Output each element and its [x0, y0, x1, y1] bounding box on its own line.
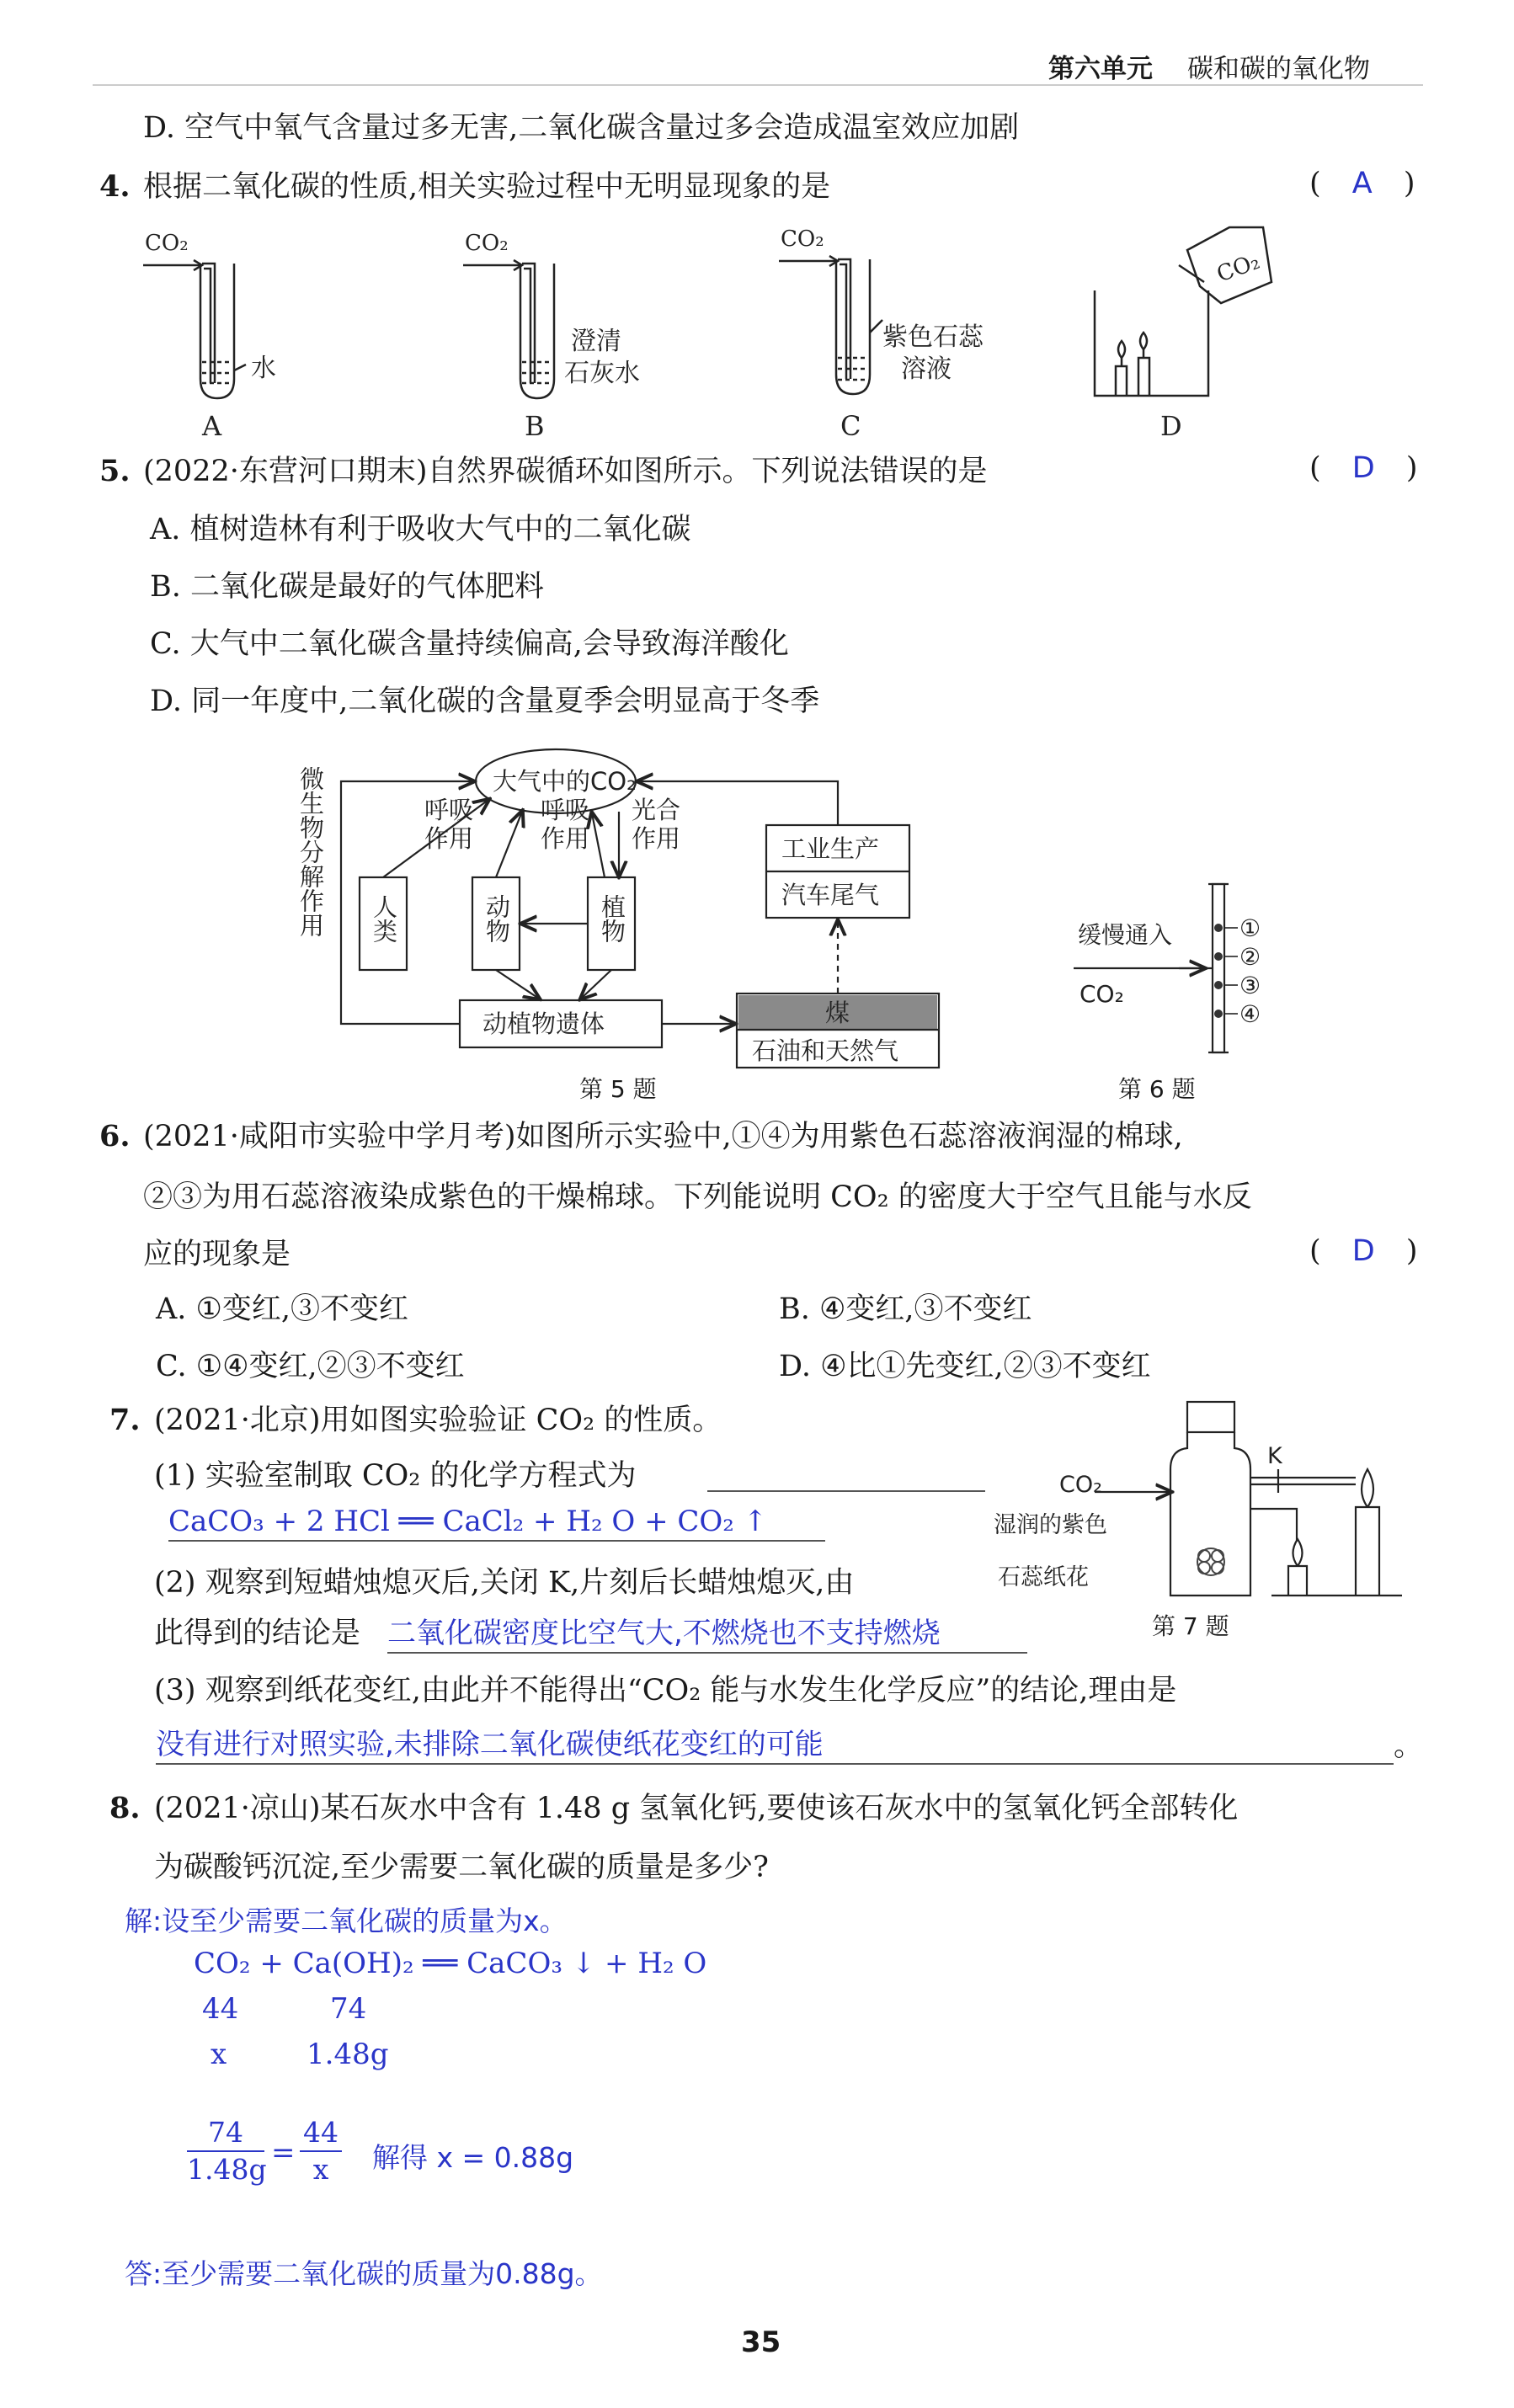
q4-answer: A	[1351, 167, 1373, 200]
cycle-resp1b: 作用	[424, 824, 474, 853]
q8-result: 解得 x = 0.88g	[372, 2141, 574, 2174]
q8-number: 8.	[109, 1791, 141, 1825]
q6-option-c: C. ①④变红,②③不变红	[156, 1350, 465, 1383]
q6-line2: ②③为用石蕊溶液染成紫色的干燥棉球。下列能说明 CO₂ 的密度大于空气且能与水反	[143, 1180, 1252, 1214]
q8-fraction2	[300, 2115, 342, 2187]
q6-paren	[1309, 1233, 1418, 1270]
q7-part3: (3) 观察到纸花变红,由此并不能得出“CO₂ 能与水发生化学反应”的结论,理由是	[154, 1674, 1177, 1707]
q7-period: 。	[1394, 1729, 1424, 1763]
q8-frac1-den: 1.48g	[187, 2153, 267, 2186]
fig6-ball-2: ②	[1239, 943, 1261, 971]
q7-part1-blank	[707, 1490, 985, 1492]
cycle-human: 人类	[370, 894, 398, 943]
q4-figB-liquid2: 石灰水	[564, 359, 640, 388]
fig7-gas: CO₂	[1059, 1472, 1102, 1498]
fig7-caption: 第 7 题	[1152, 1612, 1229, 1640]
q4-figC-liquid2: 溶液	[901, 354, 952, 384]
q7-part2a: (2) 观察到短蜡烛熄灭后,关闭 K,片刻后长蜡烛熄灭,由	[154, 1566, 855, 1600]
fig7-flower2: 石蕊纸花	[998, 1564, 1089, 1590]
q7-number: 7.	[109, 1403, 141, 1437]
q6-number: 6.	[99, 1119, 131, 1153]
q6-answer: D	[1351, 1234, 1375, 1268]
q6-option-d: D. ④比①先变红,②③不变红	[779, 1350, 1151, 1383]
q6-option-b: B. ④变红,③不变红	[779, 1292, 1032, 1326]
q4-number: 4.	[99, 169, 131, 204]
q4-figB-gas: CO₂	[465, 231, 509, 256]
fig5-caption: 第 5 题	[579, 1075, 657, 1103]
q4-paren-open: (	[1309, 167, 1321, 200]
q5-paren	[1309, 450, 1418, 487]
cycle-microbe: 微生物分解作用	[296, 766, 325, 937]
cycle-coal: 煤	[825, 999, 850, 1027]
carbon-cycle-diagram	[295, 741, 960, 1078]
q5-option-d: D. 同一年度中,二氧化碳的含量夏季会明显高于冬季	[150, 685, 820, 718]
fig6-ball-3: ③	[1239, 972, 1261, 999]
q8-line2: 为碳酸钙沉淀,至少需要二氧化碳的质量是多少?	[154, 1851, 769, 1884]
q4-paren	[1309, 165, 1415, 202]
q6-line3: 应的现象是	[143, 1238, 291, 1271]
q4-figB-label: B	[525, 410, 545, 442]
cycle-industry: 工业生产	[781, 834, 880, 863]
q8-frac1-num: 74	[187, 2115, 264, 2152]
cycle-plant: 植物	[598, 894, 626, 943]
header-topic: 碳和碳的氧化物	[1187, 54, 1370, 84]
cycle-oilgas: 石油和天然气	[752, 1036, 899, 1065]
q5-option-c: C. 大气中二氧化碳含量持续偏高,会导致海洋酸化	[150, 627, 789, 661]
q8-frac2-num: 44	[300, 2115, 342, 2152]
q8-answer: 答:至少需要二氧化碳的质量为0.88g。	[125, 2257, 603, 2290]
q8-solution-intro: 解:设至少需要二氧化碳的质量为x。	[125, 1905, 568, 1937]
q4-stem: 根据二氧化碳的性质,相关实验过程中无明显现象的是	[143, 170, 831, 204]
cycle-cars: 汽车尾气	[781, 881, 880, 909]
cycle-atmosphere: 大气中的CO₂	[493, 767, 637, 796]
q5-number: 5.	[99, 454, 131, 488]
q4-figA-liquid: 水	[251, 354, 276, 383]
q6-line1: (2021·咸阳市实验中学月考)如图所示实验中,①④为用紫色石蕊溶液润湿的棉球,	[143, 1120, 1183, 1153]
header-rule	[93, 84, 1423, 86]
q7-stem: (2021·北京)用如图实验验证 CO₂ 的性质。	[154, 1404, 722, 1437]
q5-option-b: B. 二氧化碳是最好的气体肥料	[150, 570, 544, 604]
cycle-resp2b: 作用	[541, 824, 590, 853]
fig7-diagram	[994, 1398, 1415, 1617]
cycle-photo-b: 作用	[632, 824, 681, 853]
fig6-caption: 第 6 题	[1118, 1075, 1196, 1103]
q8-var2: 1.48g	[307, 2038, 389, 2071]
q6-paren-open: (	[1309, 1234, 1321, 1268]
q4-figB-liquid1: 澄清	[571, 327, 621, 356]
q5-stem: (2022·东营河口期末)自然界碳循环如图所示。下列说法错误的是	[143, 455, 988, 488]
q4-paren-close: )	[1403, 167, 1415, 200]
q7-part1: (1) 实验室制取 CO₂ 的化学方程式为	[154, 1459, 637, 1493]
q6-option-a: A. ①变红,③不变红	[156, 1292, 409, 1326]
q5-option-a: A. 植树造林有利于吸收大气中的二氧化碳	[150, 513, 691, 546]
q4-figC-gas: CO₂	[781, 226, 824, 252]
q4-figD-gas: CO₂	[1213, 248, 1264, 288]
cycle-resp1a: 呼吸	[424, 796, 474, 824]
q4-figC-label: C	[840, 410, 861, 442]
q4-figD-label: D	[1160, 410, 1182, 442]
fig6-text: 缓慢通入	[1078, 921, 1173, 949]
q4-figA-label: A	[202, 410, 222, 442]
q7-answer3: 没有进行对照实验,未排除二氧化碳使纸花变红的可能	[156, 1726, 1394, 1765]
q7-answer2: 二氧化碳密度比空气大,不燃烧也不支持燃烧	[387, 1615, 1027, 1654]
q8-equals: =	[271, 2136, 296, 2170]
page-number: 35	[741, 2325, 781, 2359]
q7-answer1: CaCO₃ + 2 HCl ══ CaCl₂ + H₂ O + CO₂ ↑	[168, 1503, 825, 1542]
q8-solution-equation: CO₂ + Ca(OH)₂ ══ CaCO₃ ↓ + H₂ O	[194, 1947, 707, 1980]
q5-answer: D	[1351, 451, 1375, 485]
q8-var1: x	[211, 2038, 227, 2071]
q5-paren-close: )	[1405, 451, 1418, 485]
header-unit: 第六单元	[1048, 54, 1153, 84]
cycle-photo-a: 光合	[632, 796, 681, 824]
cycle-remains: 动植物遗体	[482, 1010, 605, 1038]
fig6-ball-1: ①	[1239, 914, 1261, 942]
fig6-diagram	[1069, 876, 1322, 1069]
q5-paren-open: (	[1309, 451, 1321, 485]
cycle-resp2a: 呼吸	[541, 796, 590, 824]
fig6-gas: CO₂	[1080, 980, 1124, 1008]
q8-mass1: 44	[202, 1992, 239, 2026]
cycle-animal: 动物	[482, 894, 511, 943]
fig6-ball-4: ④	[1239, 1000, 1261, 1028]
q4-figures	[135, 215, 1280, 442]
q8-frac2-den: x	[312, 2153, 329, 2186]
q8-mass2: 74	[330, 1992, 367, 2026]
q6-paren-close: )	[1405, 1234, 1418, 1268]
q4-figC-liquid1: 紫色石蕊	[882, 322, 984, 352]
fig7-k: K	[1267, 1443, 1282, 1469]
q7-part2b: 此得到的结论是	[154, 1617, 361, 1650]
q8-fraction1	[187, 2115, 267, 2187]
q3-option-d: D. 空气中氧气含量过多无害,二氧化碳含量过多会造成温室效应加剧	[143, 111, 1020, 145]
q8-line1: (2021·凉山)某石灰水中含有 1.48 g 氢氧化钙,要使该石灰水中的氢氧化钙全部转化	[154, 1792, 1239, 1825]
q4-figA-gas: CO₂	[145, 231, 189, 256]
fig7-flower1: 湿润的紫色	[994, 1512, 1107, 1538]
